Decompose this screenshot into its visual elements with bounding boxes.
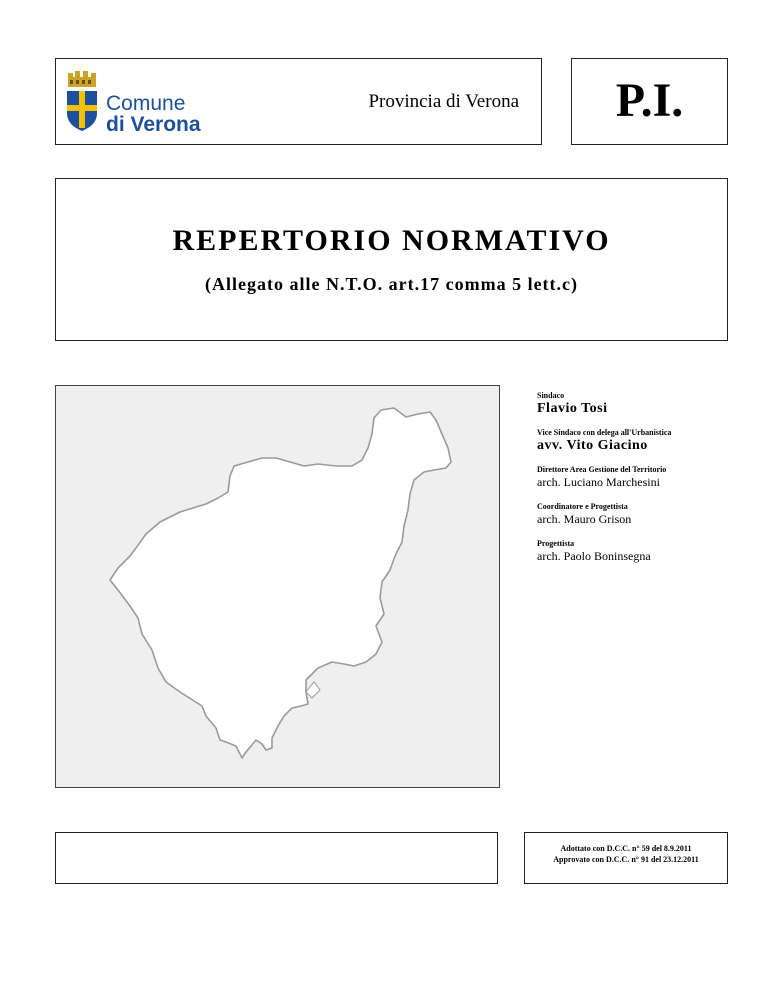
province-label: Provincia di Verona <box>368 91 519 112</box>
credit-role-coordinatore: Coordinatore e Progettista <box>537 502 628 511</box>
credit-role-vice-sindaco: Vice Sindaco con delega all'Urbanistica <box>537 428 672 437</box>
credit-name-sindaco: Flavio Tosi <box>537 401 608 416</box>
logo-line-di-verona: di Verona <box>106 113 201 136</box>
title-box <box>55 178 728 341</box>
approval-adopted: Adottato con D.C.C. n° 59 del 8.9.2011 <box>560 844 692 853</box>
footer-empty-box <box>55 832 498 884</box>
municipality-outline <box>110 408 451 758</box>
pi-badge-box <box>571 58 728 145</box>
document-subtitle: (Allegato alle N.T.O. art.17 comma 5 lett.c) <box>204 274 579 294</box>
document-title: REPERTORIO NORMATIVO <box>172 224 611 257</box>
header-box <box>55 58 542 145</box>
approval-text <box>525 843 727 865</box>
credit-name-progettista: arch. Paolo Boninsegna <box>537 549 651 563</box>
credit-role-progettista: Progettista <box>537 539 575 548</box>
comune-di-verona-logo <box>66 69 216 135</box>
credits-list <box>537 391 737 576</box>
credit-role-direttore: Direttore Area Gestione del Territorio <box>537 465 667 474</box>
logo-line-comune: Comune <box>106 92 186 115</box>
municipality-boundary-map <box>56 386 501 789</box>
approval-approved: Approvato con D.C.C. n° 91 del 23.12.2011 <box>553 855 699 864</box>
pi-badge: P.I. <box>615 74 684 127</box>
approval-box <box>524 832 728 884</box>
credit-name-coordinatore: arch. Mauro Grison <box>537 512 632 526</box>
territory-map <box>55 385 500 788</box>
credit-name-vice-sindaco: avv. Vito Giacino <box>537 438 648 453</box>
coat-of-arms-icon <box>66 69 100 135</box>
credit-name-direttore: arch. Luciano Marchesini <box>537 475 660 489</box>
credit-role-sindaco: Sindaco <box>537 391 565 400</box>
